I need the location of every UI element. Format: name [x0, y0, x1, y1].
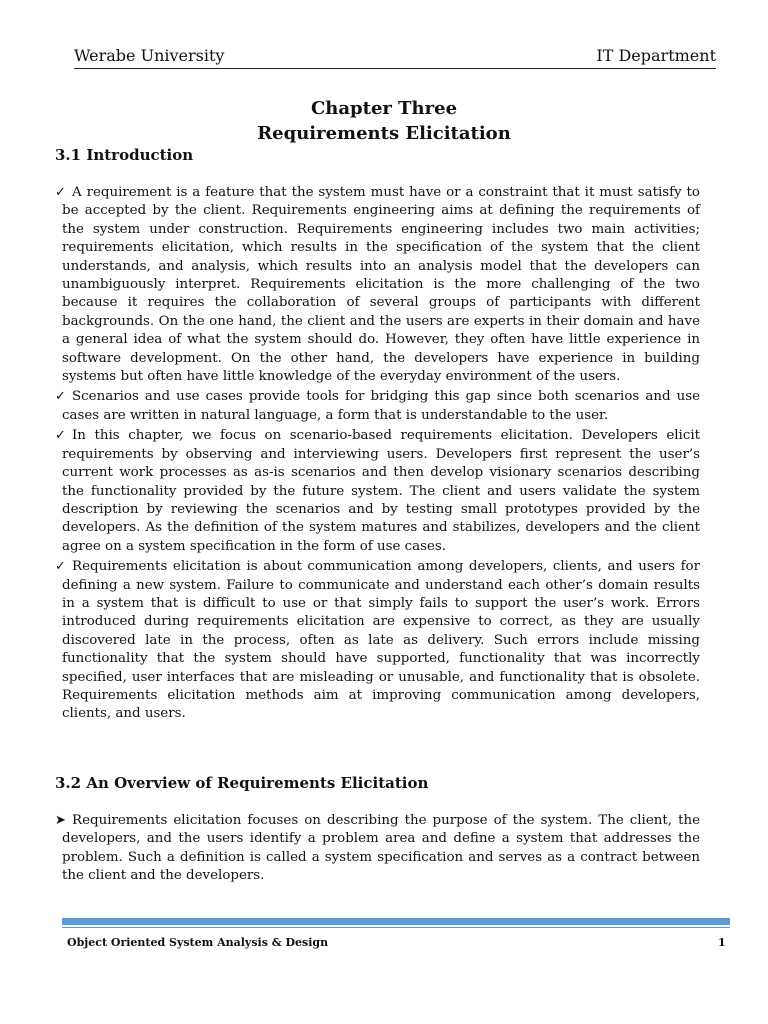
paragraph-text: Requirements elicitation is about communication among developers, clients, and users for defining a new system. Failure to communicate and understand each other’s domain results in a system that is difficult to use or that simply fails to support the user’s work. Errors introduced during requirements elicitation are expensive to correct, as they are usually discovered late in the process, often as late as delivery. Such errors include missing functionality that the system should have supported, functionality that was incorrectly specified, user interfaces that are misleading or unusable, and functionality that is obsolete. Requirements elicitation methods aim at improving communication among developers, clients, and users.: [62, 559, 700, 722]
check-icon: ✓: [55, 559, 66, 575]
overview-paragraph: [55, 812, 700, 886]
check-icon: ✓: [55, 428, 66, 444]
paragraph-text: A requirement is a feature that the system must have or a constraint that it must satisfy to be accepted by the client. Requirements engineering aims at defining the requirements of the system under construction. Requirements engineering includes two main activities; requirements elicitation, which results in the specification of the system that the client understands, and analysis, which results into an analysis model that the developers can unambiguously interpret. Requirements elicitation is the more challenging of the two because it requires the collaboration of several groups of participants with different backgrounds. On the one hand, the client and the users are experts in their domain and have a general idea of what the system should do. However, they often have little experience in software development. On the other hand, the developers have experience in building systems but often have little knowledge of the everyday environment of the users.: [62, 185, 700, 385]
arrow-bullet-icon: ➤: [55, 813, 66, 828]
header-department: IT Department: [596, 46, 716, 65]
overview-body: [55, 812, 700, 888]
page-header: [74, 46, 716, 69]
check-icon: ✓: [55, 389, 66, 405]
paragraph-text: Scenarios and use cases provide tools for bridging this gap since both scenarios and use cases are written in natural language, a form that is understandable to the user.: [62, 389, 700, 423]
footer-course-title: Object Oriented System Analysis & Design: [67, 936, 329, 949]
intro-paragraph: [55, 427, 700, 556]
chapter-title: [0, 96, 768, 146]
chapter-number: Chapter Three: [310, 98, 458, 119]
section-heading-overview: 3.2 An Overview of Requirements Elicitation: [55, 774, 429, 792]
header-university: Werabe University: [74, 46, 225, 65]
section-heading-introduction: 3.1 Introduction: [55, 146, 194, 164]
paragraph-text: In this chapter, we focus on scenario-based requirements elicitation. Developers elicit requirements by observing and interviewing users. Developers first represent the user’s current work processes as as-is scenarios and then develop visionary scenarios describing the functionality provided by the future system. The client and users validate the system description by reviewing the scenarios and by testing small prototypes provided by the developers. As the definition of the system matures and stabilizes, developers and the client agree on a system specification in the form of use cases.: [62, 428, 700, 554]
intro-paragraph: [55, 184, 700, 386]
chapter-name: Requirements Elicitation: [257, 123, 511, 144]
intro-paragraph: [55, 388, 700, 425]
intro-paragraph: [55, 558, 700, 724]
page-number: 1: [718, 936, 726, 949]
footer-rule: [62, 918, 730, 925]
check-icon: ✓: [55, 185, 66, 200]
introduction-body: [55, 184, 700, 726]
paragraph-text: Requirements elicitation focuses on describing the purpose of the system. The client, the developers, and the users identify a problem area and define a system that addresses the problem. Such a definition is called a system specification and serves as a contract between the client and the developers.: [62, 813, 700, 884]
footer-rule-thin: [62, 927, 730, 928]
